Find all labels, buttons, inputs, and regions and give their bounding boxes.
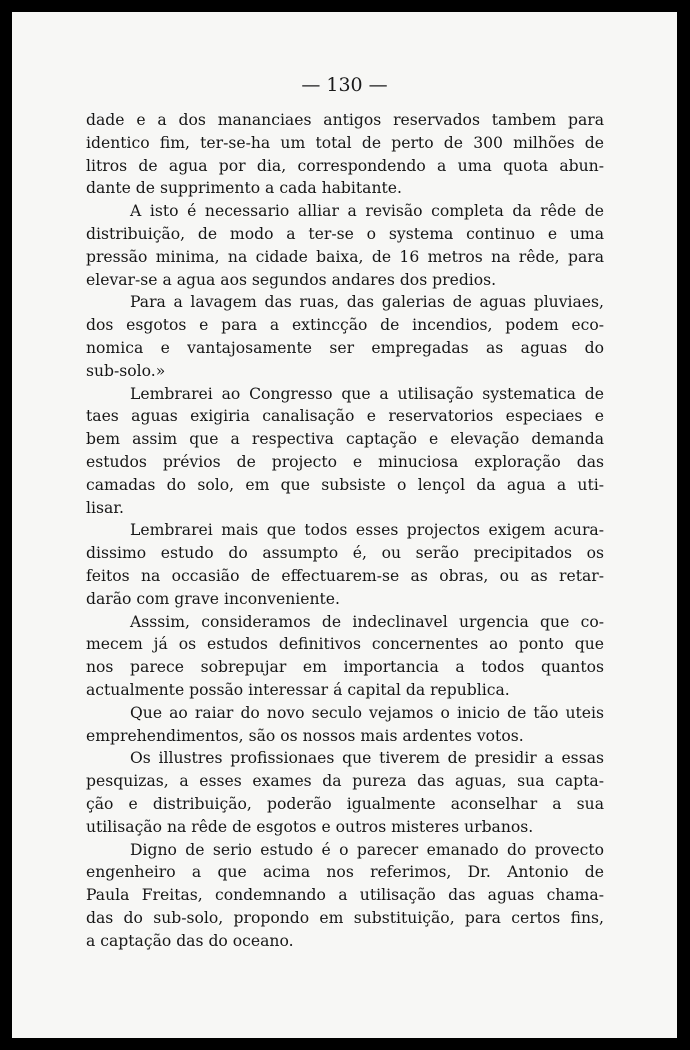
text-line: sub-solo.» — [86, 361, 166, 380]
text-line: utilisação na rêde de esgotos e outros misteres urbanos. — [86, 817, 534, 836]
text-line: taes aguas exigiria canalisação e reservatorios especiaes e — [86, 407, 604, 426]
text-line: Que ao raiar do novo seculo vejamos o inicio de tão uteis — [130, 703, 604, 722]
text-line: dante de supprimento a cada habitante. — [86, 179, 402, 198]
text-line: estudos prévios de projecto e minuciosa exploração das — [86, 452, 604, 471]
text-line: feitos na occasião de effectuarem-se as obras, ou as retar- — [86, 566, 604, 585]
text-line: Para a lavagem das ruas, das galerias de aguas pluviaes, — [130, 293, 604, 312]
text-line: identico fim, ter-se-ha um total de perto de 300 milhões de — [86, 133, 604, 152]
text-line: pesquizas, a esses exames da pureza das aguas, sua capta- — [86, 772, 604, 791]
text-line: dissimo estudo do assumpto é, ou serão precipitados os — [86, 544, 604, 563]
text-line: dade e a dos mananciaes antigos reservados tambem para — [86, 111, 604, 129]
text-line: ção e distribuição, poderão igualmente aconselhar a sua — [86, 794, 604, 813]
text-line: a captação das do oceano. — [86, 931, 294, 950]
text-line: litros de agua por dia, correspondendo a uma quota abun- — [86, 156, 604, 175]
text-line: darão com grave inconveniente. — [86, 589, 340, 608]
text-line: dos esgotos e para a extincção de incendios, podem eco- — [86, 316, 604, 335]
text-line: engenheiro a que acima nos referimos, Dr. Antonio de — [86, 863, 604, 882]
text-line: Lembrarei ao Congresso que a utilisação systematica de — [130, 384, 604, 403]
text-line: distribuição, de modo a ter-se o systema continuo e uma — [86, 224, 604, 243]
text-line: A isto é necessario alliar a revisão completa da rêde de — [130, 202, 604, 221]
text-line: actualmente possão interessar á capital da republica. — [86, 680, 510, 699]
text-line: Os illustres profissionaes que tiverem de presidir a essas — [130, 749, 604, 768]
text-line: Digno de serio estudo é o parecer emanado do provecto — [130, 840, 604, 859]
text-line: elevar-se a agua aos segundos andares dos predios. — [86, 270, 497, 289]
text-line: mecem já os estudos definitivos concernentes ao ponto que — [86, 635, 604, 654]
text-line: lisar. — [86, 498, 124, 517]
book-page — [12, 12, 677, 1038]
page-number: — 130 — — [301, 74, 388, 96]
text-line: bem assim que a respectiva captação e elevação demanda — [86, 430, 604, 449]
text-line: Paula Freitas, condemnando a utilisação das aguas chama- — [86, 886, 604, 905]
text-line: nos parece sobrepujar em importancia a todos quantos — [86, 658, 604, 677]
text-line: emprehendimentos, são os nossos mais ardentes votos. — [86, 726, 524, 745]
text-line: Lembrarei mais que todos esses projectos exigem acura- — [130, 521, 604, 540]
text-line: das do sub-solo, propondo em substituição, para certos fins, — [86, 908, 604, 927]
text-line: camadas do solo, em que subsiste o lençol da agua a uti- — [86, 475, 604, 494]
text-line: pressão minima, na cidade baixa, de 16 metros na rêde, para — [86, 247, 604, 266]
text-line: Asssim, consideramos de indeclinavel urgencia que co- — [130, 612, 604, 631]
text-line: nomica e vantajosamente ser empregadas as aguas do — [86, 338, 604, 357]
body-text — [86, 109, 604, 952]
